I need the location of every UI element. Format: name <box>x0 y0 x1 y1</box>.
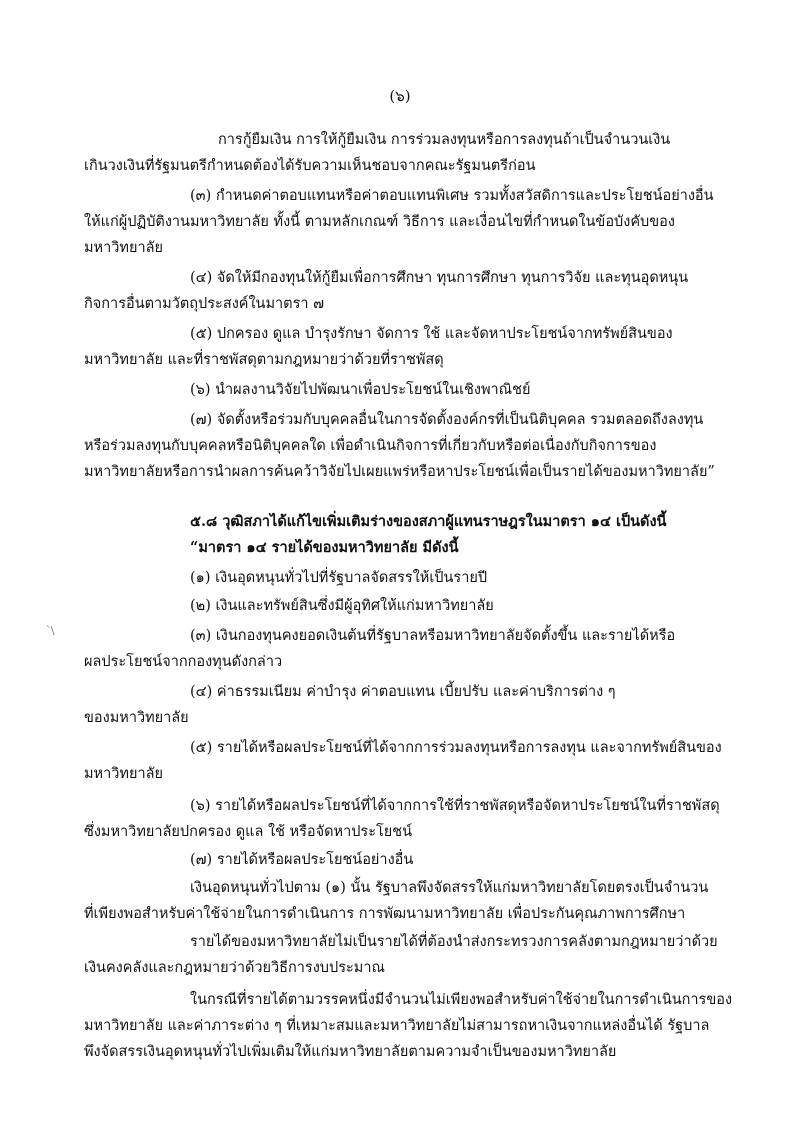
paragraph-line: กิจการอื่นตามวัตถุประสงค์ในมาตรา ๗ <box>84 296 325 312</box>
paragraph-line: (๖) รายได้หรือผลประโยชน์ที่ได้จากการใช้ที่ราชพัสดุหรือจัดหาประโยชน์ในที่ราชพัสดุ <box>190 798 720 814</box>
page-number: (๖) <box>389 87 411 105</box>
paragraph-line: (๖) นำผลงานวิจัยไปพัฒนาเพื่อประโยชน์ในเชิงพาณิชย์ <box>190 382 531 398</box>
paragraph-line: (๕) ปกครอง ดูแล บำรุงรักษา จัดการ ใช้ และจัดหาประโยชน์จากทรัพย์สินของ <box>190 326 673 342</box>
paragraph-line: (๗) รายได้หรือผลประโยชน์อย่างอื่น <box>190 852 414 868</box>
paragraph-line: มหาวิทยาลัย <box>84 766 163 782</box>
paragraph-line: (๗) จัดตั้งหรือร่วมกับบุคคลอื่นในการจัดตั้งองค์กรที่เป็นนิติบุคคล รวมตลอดถึงลงทุน <box>190 412 704 428</box>
paragraph-line: (๕) รายได้หรือผลประโยชน์ที่ได้จากการร่วมลงทุนหรือการลงทุน และจากทรัพย์สินของ <box>190 740 722 756</box>
section-heading: ๕.๘ วุฒิสภาได้แก้ไขเพิ่มเติมร่างของสภาผู้แทนราษฎรในมาตรา ๑๔ เป็นดังนี้ <box>190 513 667 530</box>
paragraph-line: หรือร่วมลงทุนกับบุคคลหรือนิติบุคคลใด เพื่อดำเนินกิจการที่เกี่ยวกับหรือต่อเนื่องกับกิจการของ <box>84 438 657 454</box>
margin-mark: `\ <box>46 626 55 637</box>
paragraph-line: (๓) เงินกองทุนคงยอดเงินต้นที่รัฐบาลหรือมหาวิทยาลัยจัดตั้งขึ้น และรายได้หรือ <box>190 628 676 644</box>
paragraph-line: ผลประโยชน์จากกองทุนดังกล่าว <box>84 654 283 670</box>
paragraph-line: (๒) เงินและทรัพย์สินซึ่งมีผู้อุทิศให้แก่มหาวิทยาลัย <box>190 598 494 614</box>
paragraph-line: เกินวงเงินที่รัฐมนตรีกำหนดต้องได้รับความเห็นชอบจากคณะรัฐมนตรีก่อน <box>84 158 536 174</box>
paragraph-line: การกู้ยืมเงิน การให้กู้ยืมเงิน การร่วมลงทุนหรือการลงทุนถ้าเป็นจำนวนเงิน <box>218 132 671 148</box>
paragraph-line: ของมหาวิทยาลัย <box>84 710 189 726</box>
section-subheading: “มาตรา ๑๔ รายได้ของมหาวิทยาลัย มีดังนี้ <box>190 539 459 556</box>
paragraph-line: (๑) เงินอุดหนุนทั่วไปที่รัฐบาลจัดสรรให้เป็นรายปี <box>190 570 488 586</box>
paragraph-line: ที่เพียงพอสำหรับค่าใช้จ่ายในการดำเนินการ การพัฒนามหาวิทยาลัย เพื่อประกันคุณภาพการศึกษา <box>84 906 686 922</box>
paragraph-line: เงินคงคลังและกฎหมายว่าด้วยวิธีการงบประมาณ <box>84 960 385 976</box>
paragraph-line: รายได้ของมหาวิทยาลัยไม่เป็นรายได้ที่ต้องนำส่งกระทรวงการคลังตามกฎหมายว่าด้วย <box>190 934 718 950</box>
paragraph-line: ซึ่งมหาวิทยาลัยปกครอง ดูแล ใช้ หรือจัดหาประโยชน์ <box>84 824 413 840</box>
paragraph-line: มหาวิทยาลัยหรือการนำผลการค้นคว้าวิจัยไปเผยแพร่หรือหาประโยชน์เพื่อเป็นรายได้ของมหาวิทยาลัย” <box>84 464 715 480</box>
paragraph-line: ในกรณีที่รายได้ตามวรรคหนึ่งมีจำนวนไม่เพียงพอสำหรับค่าใช้จ่ายในการดำเนินการของ <box>190 992 733 1008</box>
paragraph-line: (๔) จัดให้มีกองทุนให้กู้ยืมเพื่อการศึกษา ทุนการศึกษา ทุนการวิจัย และทุนอุดหนุน <box>190 270 689 286</box>
paragraph-line: มหาวิทยาลัย และที่ราชพัสดุตามกฎหมายว่าด้วยที่ราชพัสดุ <box>84 352 444 368</box>
paragraph-line: (๔) ค่าธรรมเนียม ค่าบำรุง ค่าตอบแทน เบี้ยปรับ และค่าบริการต่าง ๆ <box>190 684 616 700</box>
paragraph-line: พึงจัดสรรเงินอุดหนุนทั่วไปเพิ่มเติมให้แก่มหาวิทยาลัยตามความจำเป็นของมหาวิทยาลัย <box>84 1044 617 1060</box>
paragraph-line: มหาวิทยาลัย <box>84 240 163 256</box>
paragraph-line: เงินอุดหนุนทั่วไปตาม (๑) นั้น รัฐบาลพึงจัดสรรให้แก่มหาวิทยาลัยโดยตรงเป็นจำนวน <box>190 880 709 896</box>
paragraph-line: มหาวิทยาลัย และค่าภาระต่าง ๆ ที่เหมาะสมและมหาวิทยาลัยไม่สามารถหาเงินจากแหล่งอื่นได้ รัฐบาล <box>84 1018 710 1034</box>
paragraph-line: (๓) กำหนดค่าตอบแทนหรือค่าตอบแทนพิเศษ รวมทั้งสวัสดิการและประโยชน์อย่างอื่น <box>190 188 714 204</box>
paragraph-line: ให้แก่ผู้ปฏิบัติงานมหาวิทยาลัย ทั้งนี้ ตามหลักเกณฑ์ วิธีการ และเงื่อนไขที่กำหนดในข้อบังคับของ <box>84 214 675 230</box>
